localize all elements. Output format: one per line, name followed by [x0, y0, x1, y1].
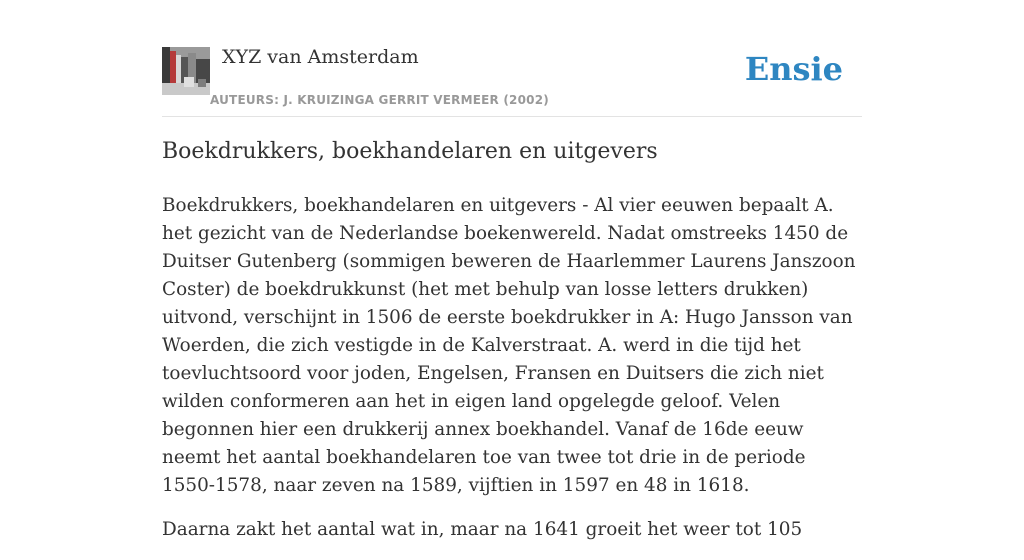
- article-paragraph: Boekdrukkers, boekhandelaren en uitgevers - Al vier eeuwen bepaalt A. het gezicht van de Nederlandse boekenwereld. Nadat omstreeks 1450 de Duitser Gutenberg (sommigen beweren de Haarlemmer Laurens Janszoon Coster) de boekdrukkunst (het met behulp van losse letters drukken) uitvond, verschijnt in 1506 de eerste boekdrukker in A: Hugo Jansson van Woerden, die zich vestigde in de Kalverstraat. A. werd in die tijd het toevluchtsoord voor joden, Engelsen, Fransen en Duitsers die zich niet wilden conformeren aan het in eigen land opgelegde geloof. Velen begonnen hier een drukkerij annex boekhandel. Vanaf de 16de eeuw neemt het aantal boekhandelaren toe van twee tot drie in de periode 1550-1578, naar zeven na 1589, vijftien in 1597 en 48 in 1618.: [162, 195, 856, 496]
- book-cover-avatar[interactable]: [162, 47, 210, 95]
- article-header: [162, 0, 862, 117]
- ensie-logo[interactable]: Ensie: [744, 50, 843, 88]
- authors-line: AUTEURS: J. KRUIZINGA GERRIT VERMEER (2002): [210, 93, 549, 107]
- article-body: [162, 192, 862, 560]
- book-title[interactable]: XYZ van Amsterdam: [222, 46, 419, 68]
- article-card: [162, 0, 862, 540]
- book-cover-image: [162, 47, 210, 95]
- article-paragraph: Daarna zakt het aantal wat in, maar na 1641 groeit het weer tot 105: [162, 519, 803, 540]
- article-title: Boekdrukkers, boekhandelaren en uitgevers: [162, 139, 658, 164]
